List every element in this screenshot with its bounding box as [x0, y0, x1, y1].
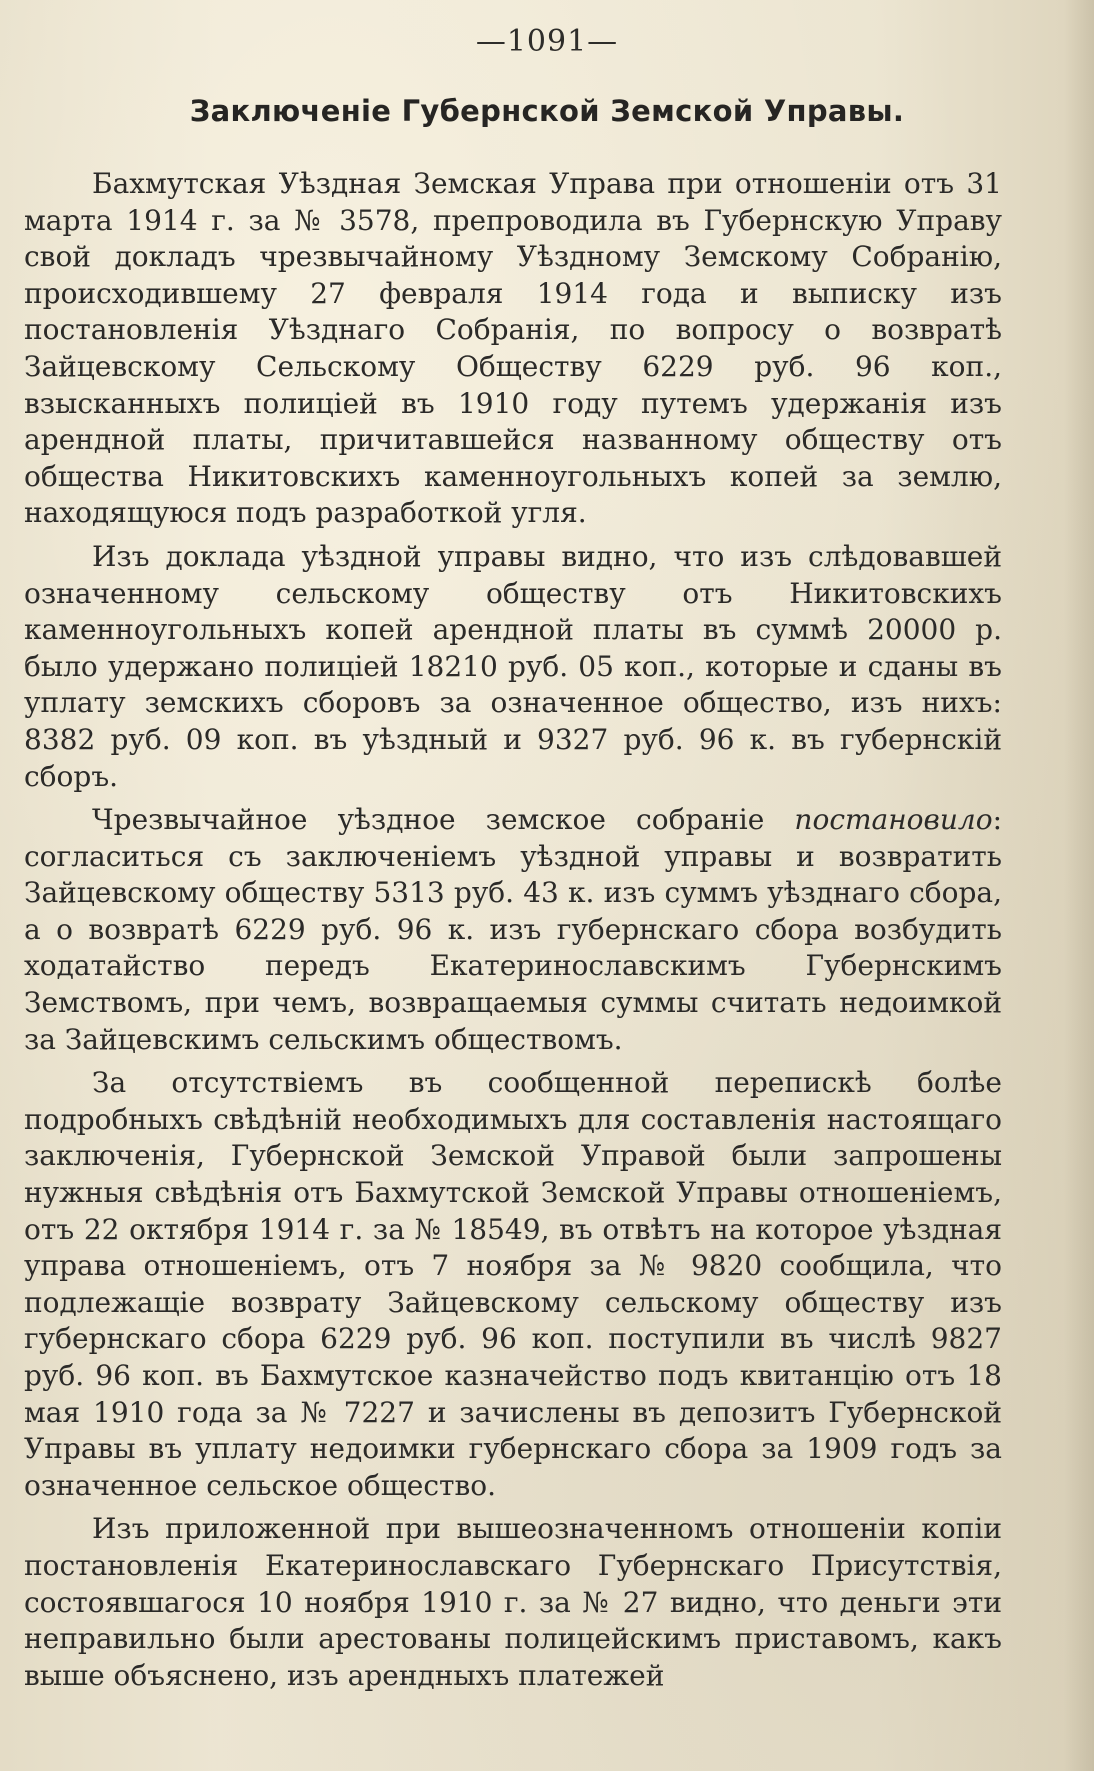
paragraph-1: Бахмутская Уѣздная Земская Управа при отношенiи отъ 31 марта 1914 г. за № 3578, препроводила въ Губернскую Управу свой докладъ чрезвычайному Уѣздному Земскому Собранiю, происходившему 27 февраля 1914 года и выписку изъ постановленiя Уѣзднаго Собранiя, по вопросу о возвратѣ Зайцевскому Сельскому Обществу 6229 руб. 96 коп., взысканныхъ полицiей въ 1910 году путемъ удержанiя изъ арендной платы, причитавшейся названному обществу отъ общества Никитовскихъ каменноугольныхъ копей за землю, находящуюся подъ разработкой угля. [24, 167, 1002, 530]
paragraph-3 [24, 802, 1002, 1058]
paragraph-3-lead: Чрезвычайное уѣздное земское собранiе [92, 803, 795, 837]
page-number: —1091— [475, 24, 619, 59]
paragraph-5: Изъ приложенной при вышеозначенномъ отношенiи копiи постановленiя Екатеринославскаго Губернскаго Присутствiя, состоявшагося 10 ноября 1910 г. за № 27 видно, что деньги эти неправильно были арестованы полицейскимъ приставомъ, какъ выше объяснено, изъ арендныхъ платежей [24, 1512, 1002, 1692]
section-heading: Заключенiе Губернской Земской Управы. [189, 94, 905, 128]
page-edge-shadow [1064, 0, 1094, 1771]
body-text [24, 166, 1002, 1694]
paragraph-3-emphasis: постановило [794, 803, 993, 837]
paragraph-2: Изъ доклада уѣздной управы видно, что изъ слѣдовавшей означенному сельскому обществу отъ Никитовскихъ каменноугольныхъ копей арендной платы въ суммѣ 20000 р. было удержано полицiей 18210 руб. 05 коп., которые и сданы въ уплату земскихъ сборовъ за означенное общество, изъ нихъ: 8382 руб. 09 коп. въ уѣздный и 9327 руб. 96 к. въ губернскiй сборъ. [24, 539, 1002, 793]
paragraph-4: За отсутствiемъ въ сообщенной перепискѣ болѣе подробныхъ свѣдѣнiй необходимыхъ для составленiя настоящаго заключенiя, Губернской Земской Управой были запрошены нужныя свѣдѣнiя отъ Бахмутской Земской Управы отношенiемъ, отъ 22 октября 1914 г. за № 18549, въ отвѣтъ на которое уѣздная управа отношенiемъ, отъ 7 ноября за № 9820 сообщила, что подлежащiе возврату Зайцевскому сельскому обществу изъ губернскаго сбора 6229 руб. 96 коп. поступили въ числѣ 9827 руб. 96 коп. въ Бахмутское казначейство подъ квитанцiю отъ 18 мая 1910 года за № 7227 и зачислены въ депозитъ Губернской Управы въ уплату недоимки губернскаго сбора за 1909 годъ за означенное сельское общество. [24, 1066, 1002, 1502]
paragraph-3-rest: : согласиться съ заключенiемъ уѣздной управы и возвратить Зайцевскому обществу 5313 руб. 43 к. изъ суммъ уѣзднаго сбора, а о возвратѣ 6229 руб. 96 к. изъ губернскаго сбора возбудить ходатайство передъ Екатеринославскимъ Губернскимъ Земствомъ, при чемъ, возвращаемыя суммы считать недоимкой за Зайцевскимъ сельскимъ обществомъ. [24, 803, 1002, 1056]
